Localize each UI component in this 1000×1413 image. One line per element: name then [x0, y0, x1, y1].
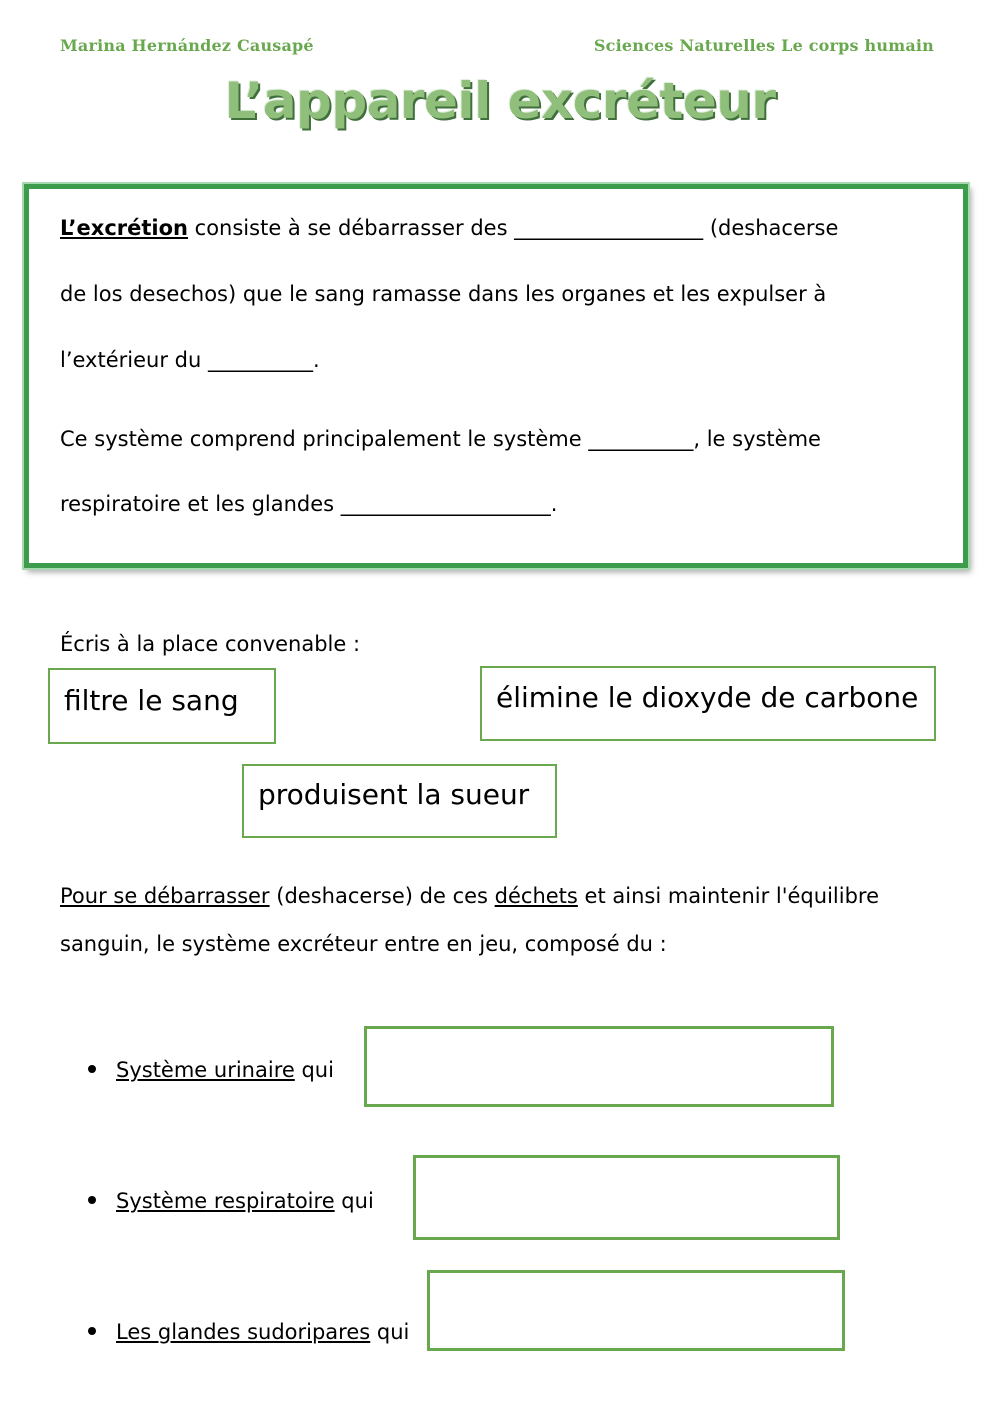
answer-box-urinaire[interactable]	[364, 1026, 834, 1107]
paragraph-underline-1: Pour se débarrasser	[60, 884, 270, 908]
item-label-sudoripares: Les glandes sudoripares	[116, 1320, 371, 1344]
item-suffix-respiratoire: qui	[334, 1189, 374, 1213]
bullet-icon	[88, 1327, 96, 1335]
definition-line-2: de los desechos) que le sang ramasse dans les organes et les expulser à	[60, 282, 827, 306]
definition-line-5: respiratoire et les glandes ____________________.	[60, 492, 558, 516]
chip-elimine-co2[interactable]	[480, 666, 936, 741]
paragraph-line-2: sanguin, le système excréteur entre en jeu, composé du :	[60, 932, 667, 956]
list-item-respiratoire	[88, 1189, 374, 1213]
definition-line-1	[60, 216, 838, 240]
definition-term: L’excrétion	[60, 216, 188, 240]
paragraph-line-1	[60, 884, 879, 908]
chip-filtre-le-sang[interactable]	[48, 668, 276, 744]
page-title: L’appareil excréteur	[224, 72, 776, 130]
chip-filtre-label: filtre le sang	[64, 684, 239, 717]
item-label-urinaire: Système urinaire	[116, 1058, 295, 1082]
paragraph-text-1: (deshacerse) de ces	[269, 884, 495, 908]
item-suffix-sudoripares: qui	[370, 1320, 410, 1344]
list-item-sudoripares	[88, 1320, 409, 1344]
definition-line-1-text: consiste à se débarrasser des __________________ (deshacerse	[187, 216, 839, 240]
answer-box-respiratoire[interactable]	[413, 1155, 840, 1240]
author-header: Marina Hernández Causapé	[60, 36, 314, 55]
item-suffix-urinaire: qui	[294, 1058, 334, 1082]
paragraph-underline-2: déchets	[494, 884, 578, 908]
answer-box-sudoripares[interactable]	[427, 1270, 845, 1351]
subject-header: Sciences Naturelles Le corps humain	[593, 36, 934, 55]
paragraph-text-2: et ainsi maintenir l'équilibre	[577, 884, 879, 908]
definition-line-4: Ce système comprend principalement le système __________, le système	[60, 427, 821, 451]
definition-line-3: l’extérieur du __________.	[60, 348, 320, 372]
item-label-respiratoire: Système respiratoire	[116, 1189, 335, 1213]
chip-sweat-label: produisent la sueur	[258, 778, 530, 811]
list-item-urinaire	[88, 1058, 334, 1082]
chip-co2-label: élimine le dioxyde de carbone	[496, 681, 919, 714]
chip-produisent-sueur[interactable]	[242, 764, 557, 838]
instruction: Écris à la place convenable :	[60, 632, 361, 656]
bullet-icon	[88, 1196, 96, 1204]
bullet-icon	[88, 1065, 96, 1073]
